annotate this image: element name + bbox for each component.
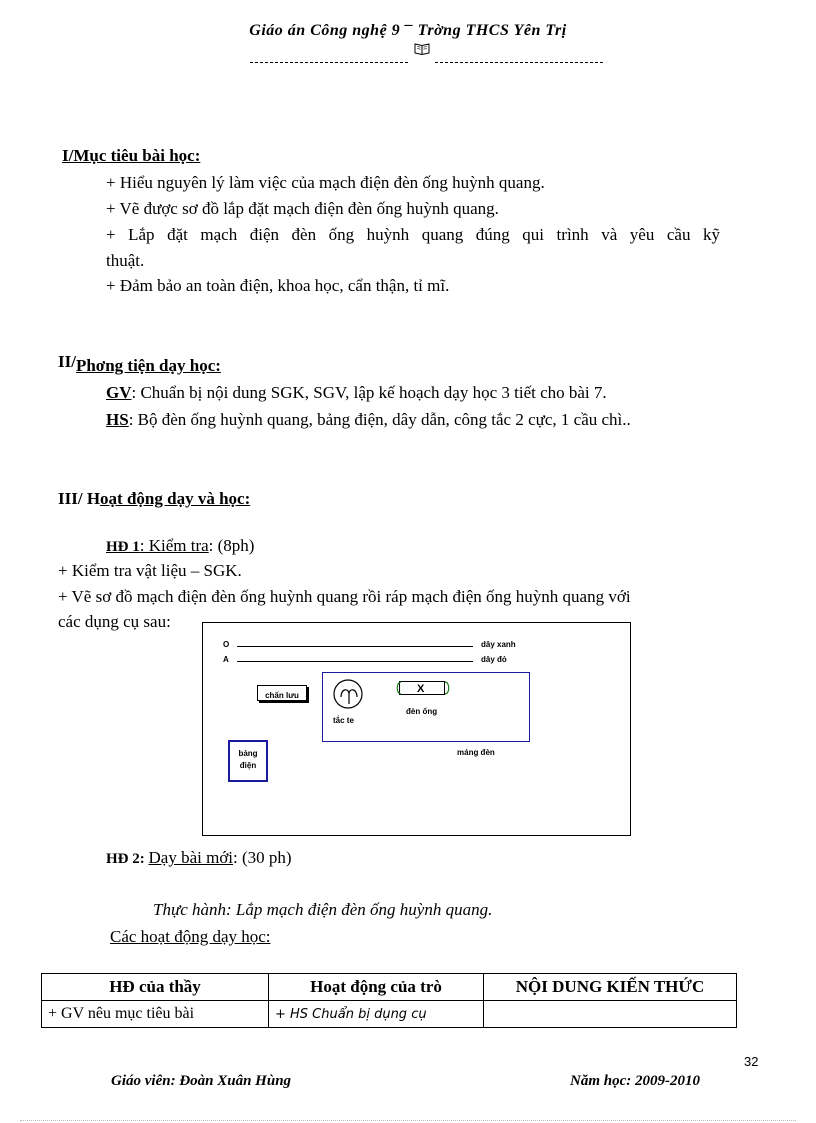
- section-3-title: III/ Hoạt động dạy và học:: [58, 489, 251, 508]
- switchboard-box: bảng điện: [228, 740, 268, 782]
- circuit-diagram: [202, 622, 631, 836]
- col-content-header: NỘI DUNG KIẾN THỨC: [484, 974, 737, 1001]
- lesson-table: [41, 973, 737, 1028]
- page-number: 32: [744, 1054, 759, 1069]
- hd1-line-1: + Kiểm tra vật liệu – SGK.: [58, 561, 242, 580]
- page-header: [0, 16, 816, 40]
- cell-teacher: + GV nêu mục tiêu bài: [42, 1001, 269, 1028]
- starter-icon: [329, 678, 369, 712]
- book-icon: [414, 42, 430, 59]
- header-divider-right: [435, 62, 603, 63]
- ballast-box: chấn lưu: [257, 685, 307, 701]
- wire-o-label: O: [223, 640, 230, 649]
- table-header-row: [42, 974, 737, 1001]
- tube-label: đèn ống: [406, 707, 438, 716]
- wire-a: [237, 661, 473, 662]
- fixture-label: máng đèn: [457, 748, 495, 757]
- tube-end-caps: [393, 679, 453, 697]
- col-teacher-header: HĐ của thầy: [42, 974, 269, 1001]
- teacher-preparation: GV: Chuẩn bị nội dung SGK, SGV, lập kế hoạch dạy học 3 tiết cho bài 7.: [106, 383, 607, 402]
- cell-content: [484, 1001, 737, 1028]
- section-1-title: I/Mục tiêu bài học:: [62, 146, 201, 165]
- wire-a-label: A: [223, 655, 229, 664]
- blue-wire-label: dây xanh: [481, 640, 516, 649]
- header-dash: –: [404, 16, 414, 33]
- red-wire-label: dây đỏ: [481, 655, 507, 664]
- hd1-line-3: các dụng cụ sau:: [58, 612, 171, 631]
- hd2-heading: HĐ 2: Dạy bài mới: (30 ph): [106, 848, 292, 867]
- hd1-line-2: + Vẽ sơ đồ mạch điện đèn ống huỳnh quang rồi ráp mạch điện ống huỳnh quang với: [58, 587, 631, 606]
- header-left: Giáo án Công nghệ 9: [249, 22, 401, 39]
- objective-4: + Đảm bảo an toàn điện, khoa học, cẩn thận, tỉ mĩ.: [106, 276, 450, 295]
- wire-o: [237, 646, 473, 647]
- objective-3-cont: thuật.: [106, 251, 145, 270]
- activities-title: Các hoạt động dạy học:: [110, 927, 271, 946]
- footer-teacher: Giáo viên: Đoàn Xuân Hùng: [111, 1073, 292, 1089]
- objective-2: + Vẽ được sơ đồ lắp đặt mạch điện đèn ống huỳnh quang.: [106, 199, 499, 218]
- practice-title: Thực hành: Lắp mạch điện đèn ống huỳnh quang.: [153, 900, 493, 919]
- header-right: Trờng THCS Yên Trị: [417, 22, 567, 39]
- footer-school-year: Năm học: 2009-2010: [570, 1073, 700, 1089]
- section-2-title: II/Phơng tiện dạy học:: [58, 352, 221, 375]
- starter-label: tắc te: [333, 716, 354, 725]
- col-student-header: Hoạt động của trò: [269, 974, 484, 1001]
- bottom-border: [20, 1120, 796, 1121]
- hd1-heading: HĐ 1: Kiểm tra: (8ph): [106, 536, 255, 555]
- objective-3: + Lắp đặt mạch điện đèn ống huỳnh quang đúng qui trình và yêu cầu kỹ: [106, 225, 720, 244]
- student-preparation: HS: Bộ đèn ống huỳnh quang, bảng điện, dây dẫn, công tắc 2 cực, 1 cầu chì..: [106, 410, 631, 429]
- objective-1: + Hiểu nguyên lý làm việc của mạch điện đèn ống huỳnh quang.: [106, 173, 545, 192]
- table-row: [42, 1001, 737, 1028]
- tube-body: X: [399, 681, 445, 695]
- header-divider-left: [250, 62, 408, 63]
- cell-student: + HS Chuẩn bị dụng cụ: [269, 1001, 484, 1028]
